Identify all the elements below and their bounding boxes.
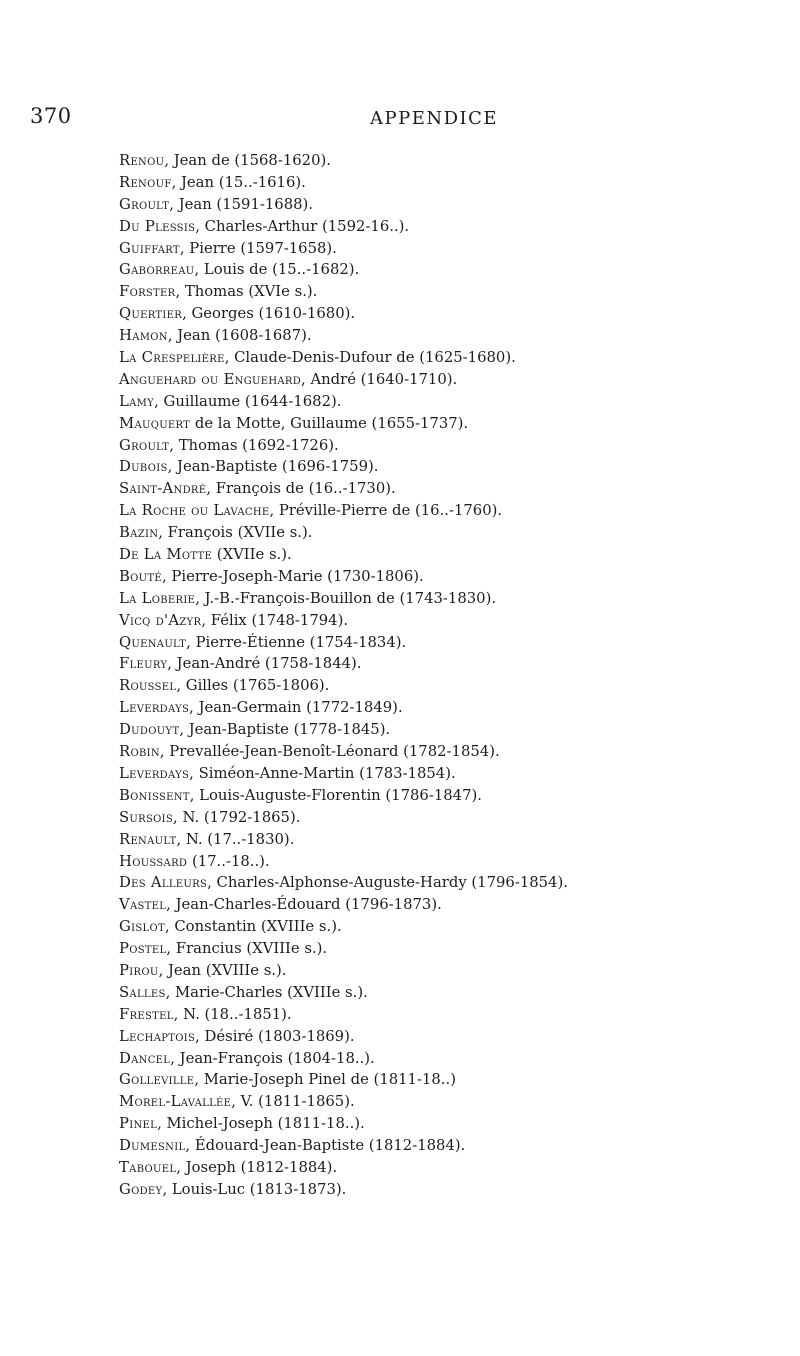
- list-item: [119, 1004, 789, 1026]
- entry-details: , Marie-Joseph Pinel de (1811-18..): [194, 1071, 456, 1089]
- list-item: [119, 1179, 789, 1201]
- entry-surname: Bouté: [119, 567, 162, 585]
- entry-details: , André (1640-1710).: [301, 370, 458, 388]
- entry-surname: Quenault: [119, 633, 187, 651]
- list-item: [119, 1135, 789, 1157]
- list-item: [119, 610, 789, 632]
- entry-details: (XVIIe s.).: [212, 546, 292, 564]
- list-item: [119, 1113, 789, 1135]
- list-item: [119, 763, 789, 785]
- list-item: [119, 150, 789, 172]
- entry-surname: Gislot: [119, 918, 165, 936]
- list-item: [119, 807, 789, 829]
- entry-surname: Lechaptois: [119, 1027, 196, 1045]
- entry-surname: Groult: [119, 195, 170, 213]
- entry-surname: Quertier: [119, 305, 183, 323]
- entry-details: , Francius (XVIIIe s.).: [166, 940, 328, 958]
- entry-surname: Morel-Lavallée: [119, 1093, 232, 1111]
- entry-details: , Louis-Auguste-Florentin (1786-1847).: [189, 786, 482, 804]
- list-item: [119, 872, 789, 894]
- entry-details: , Louis de (15..-1682).: [194, 261, 360, 279]
- list-item: [119, 413, 789, 435]
- list-item: [119, 1048, 789, 1070]
- entry-details: , Jean-François (1804-18..).: [170, 1049, 375, 1067]
- list-item: [119, 851, 789, 873]
- list-item: [119, 478, 789, 500]
- entry-surname: Forster: [119, 283, 176, 301]
- entry-details: , N. (1792-1865).: [173, 808, 301, 826]
- list-item: [119, 435, 789, 457]
- entry-surname: Hamon: [119, 327, 168, 345]
- list-item: [119, 281, 789, 303]
- entry-details: , Jean (1608-1687).: [167, 327, 312, 345]
- list-item: [119, 829, 789, 851]
- list-item: [119, 675, 789, 697]
- entry-details: , Charles-Alphonse-Auguste-Hardy (1796-1854).: [207, 874, 568, 892]
- entry-surname: Lamy: [119, 392, 155, 410]
- entry-surname: De La Motte: [119, 546, 213, 564]
- list-item: [119, 1069, 789, 1091]
- list-item: [119, 632, 789, 654]
- entry-details: , Pierre-Étienne (1754-1834).: [186, 633, 407, 651]
- entry-surname: Frestel: [119, 1005, 174, 1023]
- entry-surname: Sursois: [119, 808, 174, 826]
- list-item: [119, 500, 789, 522]
- entry-surname: La Roche ou Lavache: [119, 502, 270, 520]
- list-item: [119, 391, 789, 413]
- entry-surname: Pirou: [119, 961, 159, 979]
- list-item: [119, 259, 789, 281]
- list-item: [119, 653, 789, 675]
- list-item: [119, 741, 789, 763]
- list-item: [119, 1091, 789, 1113]
- entry-details: , Prevallée-Jean-Benoît-Léonard (1782-1854).: [159, 743, 500, 761]
- entry-details: , N. (18..-1851).: [173, 1005, 292, 1023]
- list-item: [119, 938, 789, 960]
- entry-surname: Leverdays: [119, 699, 190, 717]
- list-item: [119, 172, 789, 194]
- entry-details: , N. (17..-1830).: [176, 830, 295, 848]
- entry-surname: Des Alleurs: [119, 874, 208, 892]
- entry-surname: Salles: [119, 983, 166, 1001]
- list-item: [119, 785, 789, 807]
- entry-surname: Renou: [119, 152, 165, 169]
- entry-details: (17..-18..).: [187, 852, 270, 870]
- entry-surname: Tabouel: [119, 1158, 177, 1176]
- entry-surname: Renouf: [119, 173, 172, 191]
- entry-surname: Saint-André: [119, 480, 207, 498]
- list-item: [119, 347, 789, 369]
- entry-details: , Claude-Denis-Dufour de (1625-1680).: [224, 349, 516, 367]
- entry-details: , François (XVIIe s.).: [158, 524, 313, 542]
- entry-details: , Préville-Pierre de (16..-1760).: [269, 502, 503, 520]
- list-item: [119, 697, 789, 719]
- list-item: [119, 303, 789, 325]
- entry-details: , Jean (XVIIIe s.).: [158, 961, 287, 979]
- entry-details: , Marie-Charles (XVIIIe s.).: [165, 983, 368, 1001]
- entry-surname: Dumesnil: [119, 1137, 186, 1155]
- entry-surname: Robin: [119, 743, 160, 761]
- entry-details: , Jean-Germain (1772-1849).: [189, 699, 403, 717]
- entry-details: , Siméon-Anne-Martin (1783-1854).: [189, 764, 456, 782]
- entry-surname: Houssard: [119, 852, 188, 870]
- entry-details: , Gilles (1765-1806).: [176, 677, 330, 695]
- list-item: [119, 1026, 789, 1048]
- entry-details: , Pierre (1597-1658).: [179, 239, 337, 257]
- entry-details: , Louis-Luc (1813-1873).: [162, 1180, 347, 1198]
- entry-details: , J.-B.-François-Bouillon de (1743-1830).: [195, 589, 497, 607]
- list-item: [119, 456, 789, 478]
- list-item: [119, 238, 789, 260]
- entry-surname: Fleury: [119, 655, 168, 673]
- entry-details: , Félix (1748-1794).: [201, 611, 349, 629]
- entry-surname: Bazin: [119, 524, 159, 542]
- list-item: [119, 216, 789, 238]
- entry-surname: Vicq d'Azyr: [119, 611, 202, 629]
- entry-details: , Guillaume (1644-1682).: [154, 392, 342, 410]
- entry-surname: Groult: [119, 436, 170, 454]
- entry-details: , Thomas (XVIe s.).: [175, 283, 318, 301]
- entry-details: , Charles-Arthur (1592-16..).: [195, 217, 410, 235]
- entry-details: , Pierre-Joseph-Marie (1730-1806).: [161, 567, 424, 585]
- entry-details: , Jean-Baptiste (1696-1759).: [167, 458, 379, 476]
- entry-details: , Édouard-Jean-Baptiste (1812-1884).: [185, 1137, 466, 1155]
- entry-surname: Postel: [119, 940, 167, 958]
- entry-details: , V. (1811-1865).: [231, 1093, 355, 1111]
- entry-details: , Jean (1591-1688).: [169, 195, 313, 213]
- page-number: 370: [30, 104, 72, 128]
- list-item: [119, 544, 789, 566]
- entry-surname: Dudouyt: [119, 721, 180, 739]
- entry-surname: Guiffart: [119, 239, 180, 257]
- entry-surname: Bonissent: [119, 786, 190, 804]
- entry-details: , Jean (15..-1616).: [171, 173, 306, 191]
- running-head: APPENDICE: [370, 108, 499, 129]
- entry-details: , Georges (1610-1680).: [182, 305, 356, 323]
- list-item: [119, 588, 789, 610]
- entry-surname: Golleville: [119, 1071, 195, 1089]
- entry-details: , Joseph (1812-1884).: [176, 1158, 338, 1176]
- entry-surname: Dancel: [119, 1049, 171, 1067]
- list-item: [119, 982, 789, 1004]
- list-item: [119, 369, 789, 391]
- entry-surname: Pinel: [119, 1115, 158, 1133]
- list-item: [119, 1157, 789, 1179]
- list-item: [119, 894, 789, 916]
- list-item: [119, 194, 789, 216]
- entry-details: de la Motte, Guillaume (1655-1737).: [190, 414, 469, 432]
- entry-list: [119, 150, 789, 1201]
- entry-details: , Michel-Joseph (1811-18..).: [157, 1115, 365, 1133]
- entry-details: , Jean-André (1758-1844).: [167, 655, 362, 673]
- entry-surname: Du Plessis: [119, 217, 196, 235]
- entry-details: , Désiré (1803-1869).: [195, 1027, 355, 1045]
- entry-details: , Constantin (XVIIIe s.).: [164, 918, 342, 936]
- entry-surname: Godey: [119, 1180, 163, 1198]
- entry-surname: La Crespelière: [119, 349, 225, 367]
- list-item: [119, 325, 789, 347]
- entry-surname: Anguehard ou Enguehard: [119, 370, 302, 388]
- entry-details: , Thomas (1692-1726).: [169, 436, 339, 454]
- entry-surname: La Loberie: [119, 589, 196, 607]
- list-item: [119, 522, 789, 544]
- entry-surname: Mauquert: [119, 414, 191, 432]
- entry-details: , Jean-Baptiste (1778-1845).: [179, 721, 391, 739]
- entry-details: , Jean de (1568-1620).: [164, 152, 331, 169]
- entry-surname: Leverdays: [119, 764, 190, 782]
- entry-surname: Gaborreau: [119, 261, 195, 279]
- list-item: [119, 916, 789, 938]
- list-item: [119, 960, 789, 982]
- list-item: [119, 719, 789, 741]
- entry-surname: Renault: [119, 830, 177, 848]
- list-item: [119, 566, 789, 588]
- entry-surname: Dubois: [119, 458, 168, 476]
- entry-surname: Roussel: [119, 677, 177, 695]
- entry-details: , François de (16..-1730).: [206, 480, 396, 498]
- entry-surname: Vastel: [119, 896, 167, 914]
- entry-details: , Jean-Charles-Édouard (1796-1873).: [166, 896, 442, 914]
